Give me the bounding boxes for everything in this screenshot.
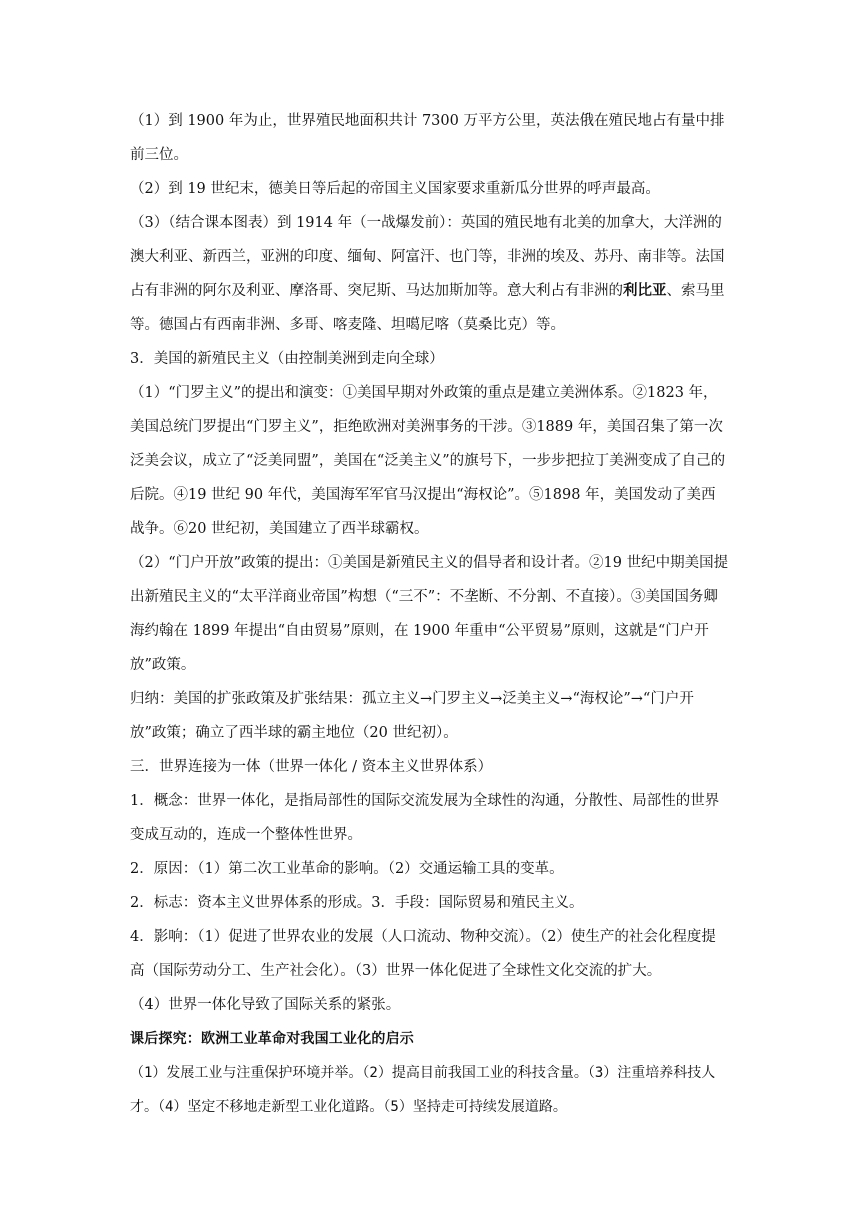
paragraph-1914-colonies xyxy=(130,206,730,342)
document-body xyxy=(130,104,730,1124)
section-heading-after-class: 课后探究：欧洲工业革命对我国工业化的启示 xyxy=(130,1031,414,1047)
section-heading-us-neocolonialism: 3．美国的新殖民主义（由控制美洲到走向全球） xyxy=(130,351,444,367)
paragraph-19c-end: （2）到 19 世纪末，德美日等后起的帝国主义国家要求重新瓜分世界的呼声最高。 xyxy=(130,181,660,197)
paragraph-after-class: （1）发展工业与注重保护环境并举。（2）提高目前我国工业的科技含量。（3）注重培养科技人才。（4）坚定不移地走新型工业化道路。（5）坚持走可持续发展道路。 xyxy=(130,1065,716,1115)
section-heading-world-integration: 三．世界连接为一体（世界一体化 / 资本主义世界体系） xyxy=(130,759,493,775)
paragraph-monroe-doctrine: （1）“门罗主义”的提出和演变：①美国早期对外政策的重点是建立美洲体系。②1823 年，美国总统门罗提出“门罗主义”，拒绝欧洲对美洲事务的干涉。③1889 年，美国召集了第一次泛美会议，成立了“泛美同盟”，美国在“泛美主义”的旗号下，一步步把拉丁美洲变成了自己的后院。④19 世纪 90 年代，美国海军军官马汉提出“海权论”。⑤1898 年，美国发动了美西战争。⑥20 世纪初，美国建立了西半球霸权。 xyxy=(130,385,726,537)
paragraph-summary: 归纳：美国的扩张政策及扩张结果：孤立主义→门罗主义→泛美主义→“海权论”→“门户开放”政策；确立了西半球的霸主地位（20 世纪初）。 xyxy=(130,691,694,741)
libya-bold-text: 利比亚 xyxy=(623,282,667,299)
paragraph-causes: 2．原因：（1）第二次工业革命的影响。（2）交通运输工具的变革。 xyxy=(130,861,564,877)
paragraph-1914-tail: 、索马里等。德国占有西南非洲、多哥、喀麦隆、坦噶尼喀（莫桑比克）等。 xyxy=(130,283,725,333)
paragraph-influence-4: （4）世界一体化导致了国际关系的紧张。 xyxy=(130,997,401,1013)
paragraph-1900-colonies: （1）到 1900 年为止，世界殖民地面积共计 7300 万平方公里，英法俄在殖民地占有量中排前三位。 xyxy=(130,113,725,163)
paragraph-1914-text: （3）（结合课本图表）到 1914 年（一战爆发前）：英国的殖民地有北美的加拿大，大洋洲的澳大利亚、新西兰，亚洲的印度、缅甸、阿富汗、也门等，非洲的埃及、苏丹、南非等。法国占有非洲的阿尔及利亚、摩洛哥、突尼斯、马达加斯加等。意大利占有非洲的 xyxy=(130,215,725,299)
paragraph-concept: 1．概念：世界一体化，是指局部性的国际交流发展为全球性的沟通，分散性、局部性的世界变成互动的，连成一个整体性世界。 xyxy=(130,793,720,843)
paragraph-open-door: （2）“门户开放”政策的提出：①美国是新殖民主义的倡导者和设计者。②19 世纪中期美国提出新殖民主义的“太平洋商业帝国”构想（“三不”：不垄断、不分割、不直接）。③美国国务卿海约翰在 1899 年提出“自由贸易”原则，在 1900 年重申“公平贸易”原则，这就是“门户开放”政策。 xyxy=(130,555,729,673)
paragraph-influence: 4．影响：（1）促进了世界农业的发展（人口流动、物种交流）。（2）使生产的社会化程度提高（国际劳动分工、生产社会化）。（3）世界一体化促进了全球性文化交流的扩大。 xyxy=(130,929,716,979)
paragraph-marks: 2．标志：资本主义世界体系的形成。3．手段：国际贸易和殖民主义。 xyxy=(130,895,584,911)
